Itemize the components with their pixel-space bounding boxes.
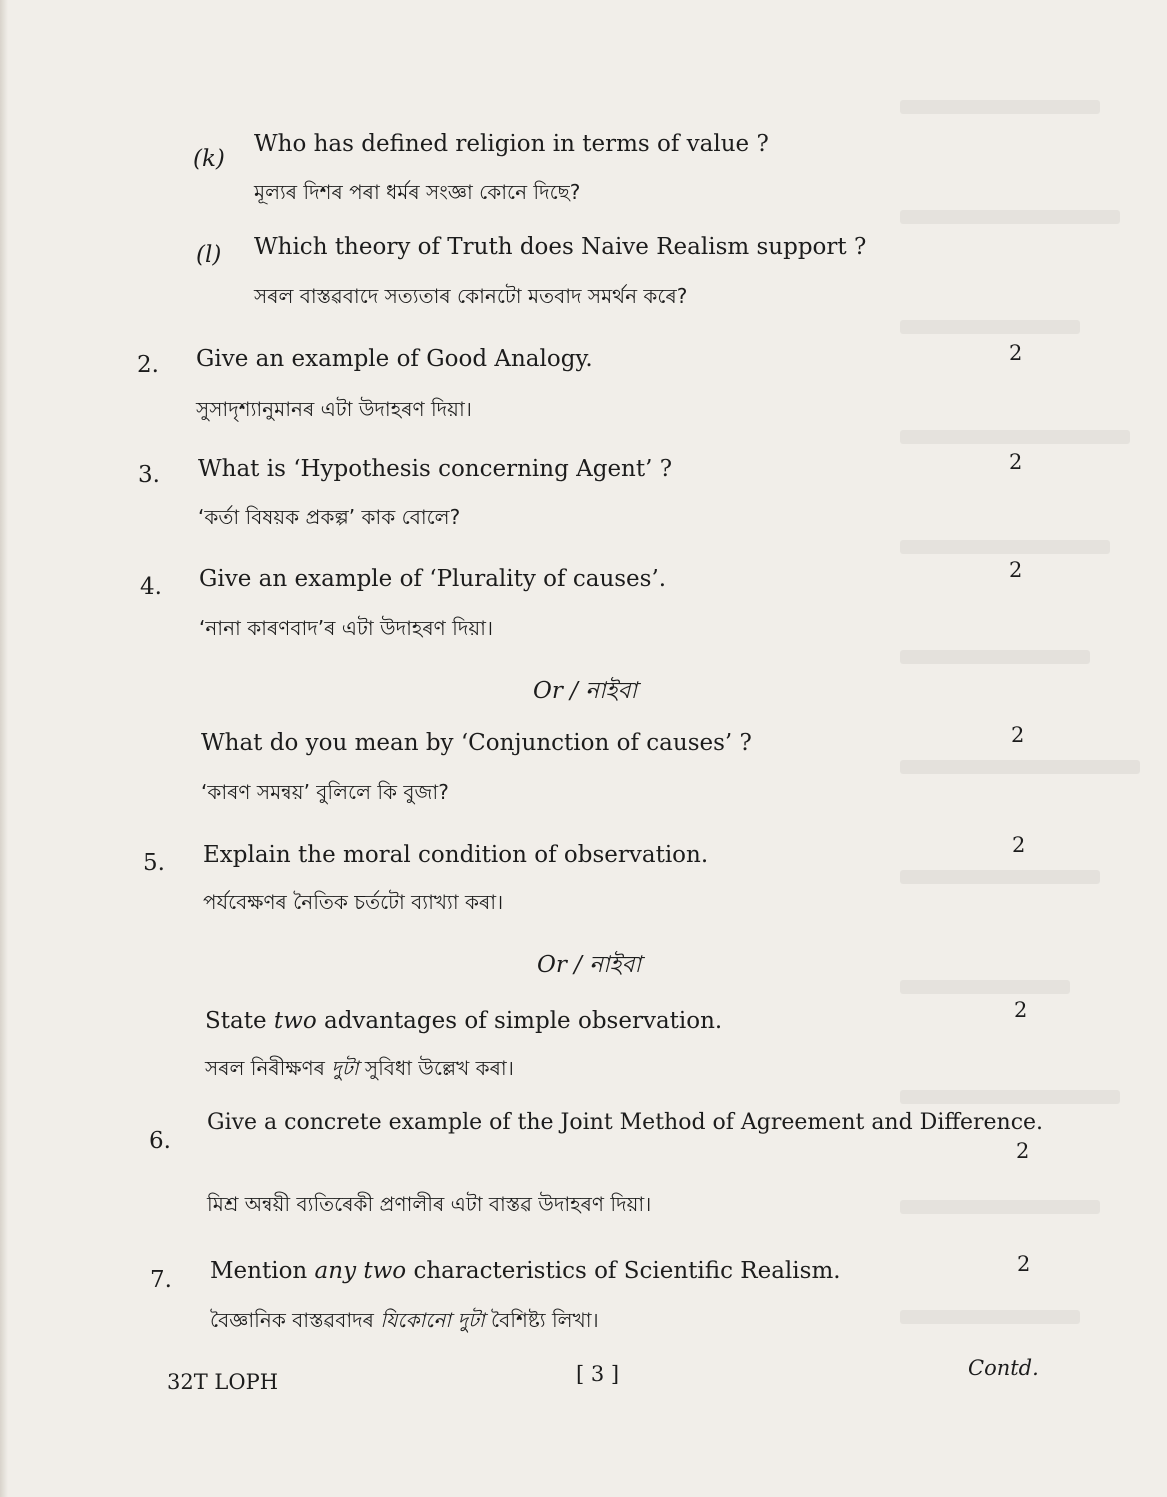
question-4-alt-marks: 2 <box>1011 723 1025 747</box>
question-3-english: What is ‘Hypothesis concerning Agent’ ? <box>198 456 673 482</box>
or-divider-1: Or / নাইবা <box>533 678 638 704</box>
question-7-assamese: বৈজ্ঞানিক বাস্তৱবাদৰ যিকোনো দুটা বৈশিষ্ট্য লিখা। <box>210 1308 599 1332</box>
question-4-english: Give an example of ‘Plurality of causes’. <box>199 566 667 592</box>
or-divider-2: Or / নাইবা <box>537 952 642 978</box>
question-5-english: Explain the moral condition of observation. <box>203 842 709 868</box>
question-2-english: Give an example of Good Analogy. <box>196 346 593 372</box>
question-3-assamese: ‘কৰ্তা বিষয়ক প্ৰকল্প’ কাক বোলে? <box>198 505 461 529</box>
question-4-marks: 2 <box>1009 558 1023 582</box>
question-7-english: Mention any two characteristics of Scientific Realism. <box>210 1258 841 1284</box>
page-number: [ 3 ] <box>576 1362 620 1386</box>
question-4-alt-english: What do you mean by ‘Conjunction of causes’ ? <box>201 730 752 756</box>
question-number-6: 6. <box>149 1128 171 1154</box>
question-6-marks: 2 <box>1016 1139 1030 1163</box>
question-5-assamese: পৰ্যবেক্ষণৰ নৈতিক চৰ্তটো ব্যাখ্যা কৰা। <box>203 890 504 914</box>
question-k-english: Who has defined religion in terms of value ? <box>254 131 769 157</box>
question-number-4: 4. <box>140 574 162 600</box>
question-label-k: (k) <box>193 146 225 172</box>
question-7-marks: 2 <box>1017 1252 1031 1276</box>
question-k-assamese: মূল্যৰ দিশৰ পৰা ধৰ্মৰ সংজ্ঞা কোনে দিছে? <box>254 180 581 204</box>
bleed-through-text <box>900 100 1167 1400</box>
question-number-3: 3. <box>138 462 160 488</box>
question-4-alt-assamese: ‘কাৰণ সমন্বয়’ বুলিলে কি বুজা? <box>201 780 449 804</box>
question-3-marks: 2 <box>1009 450 1023 474</box>
page-edge <box>0 0 8 1497</box>
question-number-7: 7. <box>150 1267 172 1293</box>
question-number-5: 5. <box>143 850 165 876</box>
question-6-assamese: মিশ্ৰ অন্বয়ী ব্যতিৰেকী প্ৰণালীৰ এটা বাস্তৱ উদাহৰণ দিয়া। <box>207 1192 652 1216</box>
question-5-marks: 2 <box>1012 833 1026 857</box>
continued-label: Contd. <box>968 1356 1039 1380</box>
question-l-assamese: সৰল বাস্তৱবাদে সত্যতাৰ কোনটো মতবাদ সমৰ্থন কৰে? <box>254 284 688 308</box>
question-5-alt-marks: 2 <box>1014 998 1028 1022</box>
question-label-l: (l) <box>196 242 222 268</box>
question-number-2: 2. <box>137 352 159 378</box>
paper-code: 32T LOPH <box>167 1370 279 1394</box>
question-4-assamese: ‘নানা কাৰণবাদ’ৰ এটা উদাহৰণ দিয়া। <box>199 616 494 640</box>
question-5-alt-assamese: সৰল নিৰীক্ষণৰ দুটা সুবিধা উল্লেখ কৰা। <box>205 1056 514 1080</box>
question-2-marks: 2 <box>1009 341 1023 365</box>
question-6-english: Give a concrete example of the Joint Method of Agreement and Difference. <box>207 1110 1044 1135</box>
question-5-alt-english: State two advantages of simple observation. <box>205 1008 723 1034</box>
question-l-english: Which theory of Truth does Naive Realism support ? <box>254 234 867 260</box>
question-2-assamese: সুসাদৃশ্যানুমানৰ এটা উদাহৰণ দিয়া। <box>196 397 472 421</box>
